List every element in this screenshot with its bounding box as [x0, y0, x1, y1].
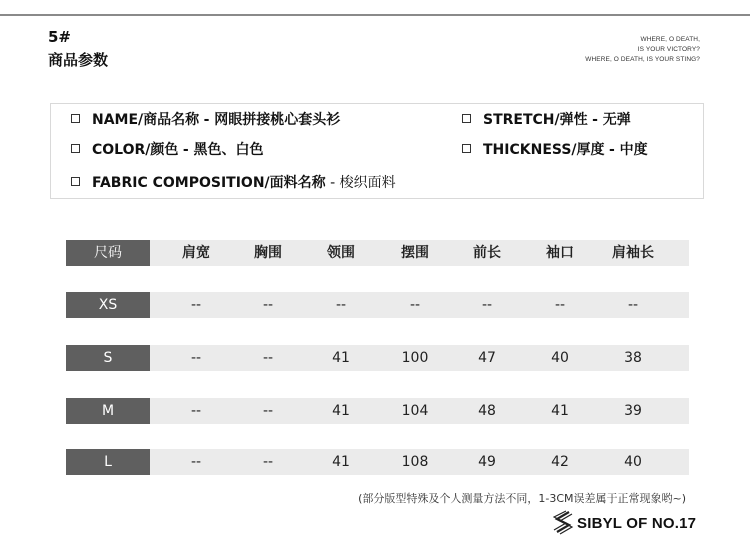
table-row: [66, 398, 689, 424]
checkbox-icon: [462, 114, 471, 123]
param-color-value: - 黑色、白色: [182, 142, 264, 158]
quote-line: IS YOUR VICTORY?: [637, 46, 700, 53]
size-label: S: [66, 345, 150, 371]
size-label: L: [66, 449, 150, 475]
table-cell: --: [262, 403, 274, 419]
table-cell: --: [262, 350, 274, 366]
column-header: 袖口: [546, 245, 574, 261]
column-header: 尺码: [66, 240, 150, 266]
table-cell: 49: [478, 454, 496, 470]
table-cell: 41: [332, 454, 350, 470]
table-cell: --: [190, 454, 202, 470]
table-cell: 42: [551, 454, 569, 470]
table-header-row: [66, 240, 689, 266]
table-cell: --: [409, 297, 421, 313]
table-cell: 39: [624, 403, 642, 419]
param-name-key: NAME/商品名称: [92, 112, 200, 128]
product-params-box: [50, 103, 704, 199]
table-row: [66, 449, 689, 475]
checkbox-icon: [462, 144, 471, 153]
param-thickness-value: - 中度: [608, 142, 648, 158]
column-header: 摆围: [401, 245, 429, 261]
param-stretch-value: - 无弹: [592, 112, 631, 128]
table-cell: --: [190, 403, 202, 419]
param-stretch: [462, 109, 631, 129]
brand-logo: [553, 510, 697, 538]
table-cell: 104: [401, 403, 429, 419]
param-fabric: [71, 172, 396, 192]
checkbox-icon: [71, 177, 80, 186]
table-cell: --: [262, 454, 274, 470]
header-quote: [585, 35, 700, 65]
table-cell: 48: [478, 403, 496, 419]
column-header: 肩宽: [182, 245, 210, 261]
brand-name: SIBYL OF NO.17: [577, 515, 697, 532]
size-label: XS: [66, 292, 150, 318]
param-fabric-key: FABRIC COMPOSITION/面料名称: [92, 175, 326, 191]
table-cell: --: [335, 297, 347, 313]
table-row: [66, 292, 689, 318]
param-name: [71, 109, 340, 129]
param-color-key: COLOR/颜色: [92, 142, 179, 158]
table-cell: --: [627, 297, 639, 313]
table-cell: --: [190, 297, 202, 313]
checkbox-icon: [71, 114, 80, 123]
table-cell: 108: [401, 454, 429, 470]
column-header: 领围: [327, 245, 355, 261]
top-divider: [0, 14, 750, 16]
table-cell: 41: [332, 350, 350, 366]
table-cell: 100: [401, 350, 429, 366]
table-cell: --: [554, 297, 566, 313]
section-title: 商品参数: [48, 51, 109, 69]
table-cell: 38: [624, 350, 642, 366]
param-thickness-key: THICKNESS/厚度: [483, 142, 605, 158]
section-number: 5#: [48, 28, 72, 46]
quote-line: WHERE, O DEATH, IS YOUR STING?: [585, 56, 700, 63]
param-color: [71, 139, 264, 159]
table-row: [66, 345, 689, 371]
table-cell: 47: [478, 350, 496, 366]
table-cell: 41: [551, 403, 569, 419]
measurement-note: (部分版型特殊及个人测量方法不同，1-3CM误差属于正常现象哟~): [358, 492, 686, 505]
column-header: 前长: [473, 245, 501, 261]
table-cell: 41: [332, 403, 350, 419]
param-thickness: [462, 139, 648, 159]
s-stripes-logo-icon: [553, 510, 575, 538]
param-name-value: - 网眼拼接桃心套头衫: [203, 112, 341, 128]
param-fabric-value: - 梭织面料: [330, 175, 396, 191]
table-cell: --: [190, 350, 202, 366]
quote-line: WHERE, O DEATH,: [640, 36, 700, 43]
param-stretch-key: STRETCH/弹性: [483, 112, 588, 128]
column-header: 肩袖长: [612, 245, 654, 261]
size-label: M: [66, 398, 150, 424]
column-header: 胸围: [254, 245, 282, 261]
table-cell: --: [481, 297, 493, 313]
table-cell: 40: [551, 350, 569, 366]
table-cell: 40: [624, 454, 642, 470]
checkbox-icon: [71, 144, 80, 153]
table-cell: --: [262, 297, 274, 313]
